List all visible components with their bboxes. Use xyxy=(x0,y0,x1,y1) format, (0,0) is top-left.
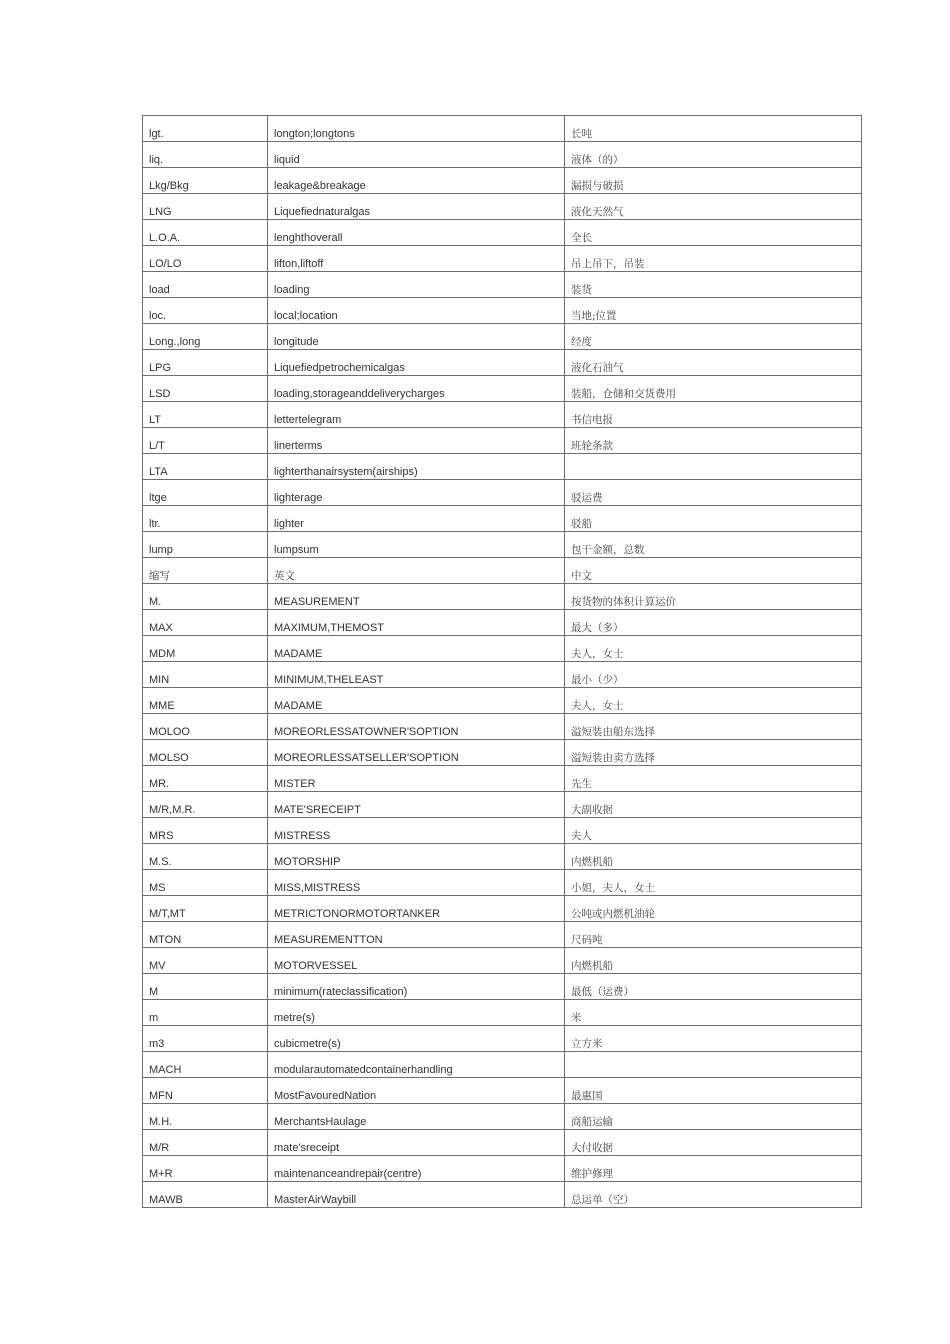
english-term-cell: MINIMUM,THELEAST xyxy=(268,662,565,688)
english-term-cell: MOREORLESSATOWNER'SOPTION xyxy=(268,714,565,740)
chinese-term-cell: 长吨 xyxy=(565,116,862,142)
table-row xyxy=(143,480,862,506)
chinese-term-cell: 驳船 xyxy=(565,506,862,532)
table-row xyxy=(143,168,862,194)
chinese-term-cell: 最小（少） xyxy=(565,662,862,688)
english-term-cell: loading,storageanddeliverycharges xyxy=(268,376,565,402)
abbreviation-cell: MR. xyxy=(143,766,268,792)
english-term-cell: MADAME xyxy=(268,636,565,662)
english-term-cell: Liquefiednaturalgas xyxy=(268,194,565,220)
english-term-cell: metre(s) xyxy=(268,1000,565,1026)
chinese-term-cell: 液化石油气 xyxy=(565,350,862,376)
english-term-cell: MADAME xyxy=(268,688,565,714)
english-term-cell: maintenanceandrepair(centre) xyxy=(268,1156,565,1182)
chinese-term-cell: 装船，仓储和交货费用 xyxy=(565,376,862,402)
table-row xyxy=(143,298,862,324)
abbreviation-cell: MV xyxy=(143,948,268,974)
abbreviation-cell: Lkg/Bkg xyxy=(143,168,268,194)
chinese-term-cell: 装货 xyxy=(565,272,862,298)
table-row xyxy=(143,272,862,298)
english-term-cell: lighter xyxy=(268,506,565,532)
chinese-term-cell: 最低（运费） xyxy=(565,974,862,1000)
table-row xyxy=(143,350,862,376)
abbreviation-cell: 缩写 xyxy=(143,558,268,584)
chinese-term-cell: 液体（的） xyxy=(565,142,862,168)
table-row xyxy=(143,1130,862,1156)
chinese-term-cell: 吊上吊下，吊装 xyxy=(565,246,862,272)
chinese-term-cell: 漏损与破损 xyxy=(565,168,862,194)
english-term-cell: MEASUREMENTTON xyxy=(268,922,565,948)
table-row xyxy=(143,246,862,272)
chinese-term-cell xyxy=(565,454,862,480)
chinese-term-cell: 立方米 xyxy=(565,1026,862,1052)
english-term-cell: MATE'SRECEIPT xyxy=(268,792,565,818)
abbreviation-cell: LT xyxy=(143,402,268,428)
table-row xyxy=(143,766,862,792)
chinese-term-cell: 驳运费 xyxy=(565,480,862,506)
english-term-cell: leakage&breakage xyxy=(268,168,565,194)
chinese-term-cell: 溢短装由卖方选择 xyxy=(565,740,862,766)
english-term-cell: MISTRESS xyxy=(268,818,565,844)
table-row xyxy=(143,506,862,532)
abbreviation-cell: LSD xyxy=(143,376,268,402)
table-row xyxy=(143,584,862,610)
english-term-cell: liquid xyxy=(268,142,565,168)
abbreviation-cell: m xyxy=(143,1000,268,1026)
table-row xyxy=(143,532,862,558)
abbreviation-cell: MME xyxy=(143,688,268,714)
chinese-term-cell: 夫人，女士 xyxy=(565,688,862,714)
chinese-term-cell: 尺码吨 xyxy=(565,922,862,948)
english-term-cell: cubicmetre(s) xyxy=(268,1026,565,1052)
chinese-term-cell: 包干金额，总数 xyxy=(565,532,862,558)
abbreviation-cell: LTA xyxy=(143,454,268,480)
abbreviation-cell: M xyxy=(143,974,268,1000)
english-term-cell: MOTORVESSEL xyxy=(268,948,565,974)
table-row xyxy=(143,194,862,220)
table-row xyxy=(143,376,862,402)
chinese-term-cell: 液化天然气 xyxy=(565,194,862,220)
english-term-cell: longton;longtons xyxy=(268,116,565,142)
english-term-cell: lettertelegram xyxy=(268,402,565,428)
english-term-cell: MISS,MISTRESS xyxy=(268,870,565,896)
abbreviation-cell: MTON xyxy=(143,922,268,948)
english-term-cell: longitude xyxy=(268,324,565,350)
table-row xyxy=(143,324,862,350)
abbreviation-cell: MS xyxy=(143,870,268,896)
chinese-term-cell: 夫人，女士 xyxy=(565,636,862,662)
abbreviation-cell: Long.,long xyxy=(143,324,268,350)
english-term-cell: MerchantsHaulage xyxy=(268,1104,565,1130)
english-term-cell: MostFavouredNation xyxy=(268,1078,565,1104)
english-term-cell: lighterthanairsystem(airships) xyxy=(268,454,565,480)
table-row xyxy=(143,792,862,818)
table-row xyxy=(143,1182,862,1208)
abbreviation-cell: liq. xyxy=(143,142,268,168)
table-row xyxy=(143,220,862,246)
english-term-cell: lighterage xyxy=(268,480,565,506)
table-row xyxy=(143,740,862,766)
abbreviation-table-body xyxy=(143,116,862,1208)
table-row xyxy=(143,844,862,870)
table-row xyxy=(143,116,862,142)
table-row xyxy=(143,974,862,1000)
english-term-cell: 英文 xyxy=(268,558,565,584)
chinese-term-cell: 中文 xyxy=(565,558,862,584)
abbreviation-cell: MRS xyxy=(143,818,268,844)
english-term-cell: MOTORSHIP xyxy=(268,844,565,870)
abbreviation-cell: m3 xyxy=(143,1026,268,1052)
english-term-cell: modularautomatedcontainerhandling xyxy=(268,1052,565,1078)
table-row xyxy=(143,1156,862,1182)
english-term-cell: MOREORLESSATSELLER'SOPTION xyxy=(268,740,565,766)
chinese-term-cell xyxy=(565,1052,862,1078)
english-term-cell: loading xyxy=(268,272,565,298)
table-row xyxy=(143,428,862,454)
chinese-term-cell: 总运单（空） xyxy=(565,1182,862,1208)
abbreviation-cell: LNG xyxy=(143,194,268,220)
table-row xyxy=(143,818,862,844)
chinese-term-cell: 内燃机船 xyxy=(565,948,862,974)
abbreviation-cell: LPG xyxy=(143,350,268,376)
abbreviation-cell: M/R xyxy=(143,1130,268,1156)
abbreviation-cell: MACH xyxy=(143,1052,268,1078)
table-row xyxy=(143,714,862,740)
abbreviation-cell: LO/LO xyxy=(143,246,268,272)
chinese-term-cell: 最大（多） xyxy=(565,610,862,636)
chinese-term-cell: 按货物的体积计算运价 xyxy=(565,584,862,610)
english-term-cell: minimum(rateclassification) xyxy=(268,974,565,1000)
chinese-term-cell: 夫人 xyxy=(565,818,862,844)
table-row xyxy=(143,1078,862,1104)
table-row xyxy=(143,558,862,584)
chinese-term-cell: 最惠国 xyxy=(565,1078,862,1104)
english-term-cell: MasterAirWaybill xyxy=(268,1182,565,1208)
abbreviation-table xyxy=(142,115,862,1208)
table-row xyxy=(143,948,862,974)
english-term-cell: local;location xyxy=(268,298,565,324)
abbreviation-cell: M. xyxy=(143,584,268,610)
chinese-term-cell: 商船运输 xyxy=(565,1104,862,1130)
abbreviation-cell: ltr. xyxy=(143,506,268,532)
table-row xyxy=(143,896,862,922)
table-row xyxy=(143,688,862,714)
english-term-cell: MISTER xyxy=(268,766,565,792)
abbreviation-cell: loc. xyxy=(143,298,268,324)
chinese-term-cell: 当地;位置 xyxy=(565,298,862,324)
chinese-term-cell: 维护修理 xyxy=(565,1156,862,1182)
english-term-cell: lumpsum xyxy=(268,532,565,558)
table-row xyxy=(143,142,862,168)
chinese-term-cell: 大副收据 xyxy=(565,792,862,818)
table-row xyxy=(143,1026,862,1052)
table-row xyxy=(143,662,862,688)
table-row xyxy=(143,1000,862,1026)
chinese-term-cell: 全长 xyxy=(565,220,862,246)
english-term-cell: MEASUREMENT xyxy=(268,584,565,610)
chinese-term-cell: 内燃机船 xyxy=(565,844,862,870)
abbreviation-cell: MOLSO xyxy=(143,740,268,766)
abbreviation-cell: MAX xyxy=(143,610,268,636)
abbreviation-cell: MDM xyxy=(143,636,268,662)
chinese-term-cell: 大付收据 xyxy=(565,1130,862,1156)
english-term-cell: mate'sreceipt xyxy=(268,1130,565,1156)
abbreviation-cell: M/T,MT xyxy=(143,896,268,922)
abbreviation-cell: M.S. xyxy=(143,844,268,870)
abbreviation-cell: MFN xyxy=(143,1078,268,1104)
english-term-cell: lenghthoverall xyxy=(268,220,565,246)
abbreviation-cell: L/T xyxy=(143,428,268,454)
table-row xyxy=(143,402,862,428)
table-row xyxy=(143,1104,862,1130)
abbreviation-cell: MAWB xyxy=(143,1182,268,1208)
table-row xyxy=(143,922,862,948)
abbreviation-cell: M.H. xyxy=(143,1104,268,1130)
abbreviation-cell: lgt. xyxy=(143,116,268,142)
chinese-term-cell: 公吨或内燃机油轮 xyxy=(565,896,862,922)
table-row xyxy=(143,610,862,636)
chinese-term-cell: 溢短装由船东选择 xyxy=(565,714,862,740)
chinese-term-cell: 先生 xyxy=(565,766,862,792)
chinese-term-cell: 经度 xyxy=(565,324,862,350)
abbreviation-cell: lump xyxy=(143,532,268,558)
chinese-term-cell: 班轮条款 xyxy=(565,428,862,454)
english-term-cell: Liquefiedpetrochemicalgas xyxy=(268,350,565,376)
abbreviation-cell: M+R xyxy=(143,1156,268,1182)
english-term-cell: MAXIMUM,THEMOST xyxy=(268,610,565,636)
chinese-term-cell: 书信电报 xyxy=(565,402,862,428)
table-row xyxy=(143,454,862,480)
abbreviation-cell: M/R,M.R. xyxy=(143,792,268,818)
chinese-term-cell: 小姐，夫人，女士 xyxy=(565,870,862,896)
abbreviation-cell: MOLOO xyxy=(143,714,268,740)
table-row xyxy=(143,1052,862,1078)
table-row xyxy=(143,870,862,896)
english-term-cell: lifton,liftoff xyxy=(268,246,565,272)
english-term-cell: METRICTONORMOTORTANKER xyxy=(268,896,565,922)
abbreviation-cell: L.O.A. xyxy=(143,220,268,246)
abbreviation-cell: load xyxy=(143,272,268,298)
abbreviation-cell: ltge xyxy=(143,480,268,506)
chinese-term-cell: 米 xyxy=(565,1000,862,1026)
table-row xyxy=(143,636,862,662)
english-term-cell: linerterms xyxy=(268,428,565,454)
abbreviation-cell: MIN xyxy=(143,662,268,688)
